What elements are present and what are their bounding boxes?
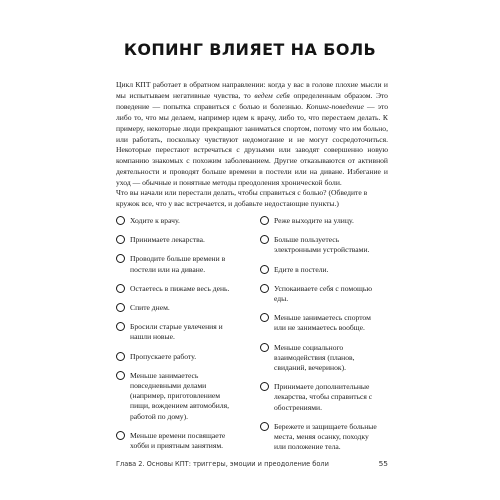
circle-icon[interactable] [116,284,125,293]
exercise-question: Что вы начали или перестали делать, чтобы справиться с болью? (Обведите в кружок все, что у вас встречается, и добавьте недостающие пункты.) [116,188,368,208]
circle-icon[interactable] [260,284,269,293]
paragraph-text-2: определенным образом. Это поведение — попытка справиться с болью и болезнью. [116,90,388,111]
page-number: 55 [378,459,388,468]
paragraph-italic-1: ведем себя [254,90,290,100]
option-label: Остаетесь в пижаме весь день. [130,283,230,293]
circle-icon[interactable] [116,235,125,244]
option-label: Меньше социального взаимодействия (планов, свиданий, вечеринок). [274,342,355,373]
circle-icon[interactable] [260,313,269,322]
option-item[interactable] [260,313,382,333]
circle-icon[interactable] [260,216,269,225]
option-item[interactable] [260,216,382,226]
option-label: Проводите больше времени в постели или на диване. [130,254,226,274]
circle-icon[interactable] [116,322,125,331]
option-label: Бережете и защищаете больные места, меняя осанку, походку или положение тела. [274,421,377,452]
option-label: Успокаиваете себя с помощью еды. [274,283,372,304]
circle-icon[interactable] [116,431,125,440]
option-label: Меньше занимаетесь спортом или не занимаетесь вообще. [274,313,371,333]
chapter-footer: Глава 2. Основы КПТ: триггеры, эмоции и преодоление боли [116,460,329,468]
option-label: Едите в постели. [274,264,329,274]
option-label: Принимаете лекарства. [130,235,205,245]
option-label: Пропускаете работу. [130,351,197,361]
intro-paragraph [116,80,388,189]
option-item[interactable] [260,382,382,413]
option-item[interactable] [260,422,382,453]
option-item[interactable] [116,303,238,313]
circle-icon[interactable] [116,303,125,312]
option-label: Реже выходите на улицу. [274,216,354,225]
paragraph-text-3: — это либо то, что мы делаем, например идем к врачу, либо то, что перестаем делать. К примеру, некоторые люди прекращают заниматься спортом, потому что им больно, или работать, поскольку чувствуют недомогание и не могут сосредоточиться. Некоторые перестают встречаться с друзьями или заводят совершенно новую компанию знакомых с похожим заболеванием. Другие отказываются от активной деятельности и проводят больше времени в постели или на диване. Избегание и уход — обычные и понятные методы преодоления хронической боли. [116,101,389,188]
option-item[interactable] [116,322,238,342]
option-item[interactable] [260,343,382,374]
circle-icon[interactable] [260,422,269,431]
option-item[interactable] [116,371,238,422]
option-label: Меньше занимаетесь повседневными делами (например, приготовлением пищи, вождением автомобиля, работой по дому). [130,370,230,421]
option-item[interactable] [260,265,382,275]
option-item[interactable] [116,352,238,362]
left-options-column [116,216,238,451]
option-item[interactable] [116,431,238,451]
paragraph-text-1: Цикл КПТ работает в обратном направлении: когда у вас в голове плохие мысли и мы испытываем негативные чувства, то [116,80,388,100]
option-item[interactable] [116,216,238,226]
circle-icon[interactable] [260,382,269,391]
option-label: Принимаете дополнительные лекарства, чтобы справиться с обострениями. [274,382,373,412]
circle-icon[interactable] [116,216,125,225]
circle-icon[interactable] [260,343,269,352]
circle-icon[interactable] [260,265,269,274]
option-item[interactable] [116,235,238,245]
option-label: Больше пользуетесь электронными устройствами. [274,235,370,255]
circle-icon[interactable] [116,371,125,380]
circle-icon[interactable] [116,352,125,361]
option-label: Ходите к врачу. [130,216,180,225]
option-label: Бросили старые увлечения и нашли новые. [130,322,223,342]
paragraph-italic-2: Копинг-поведение [306,101,364,111]
option-item[interactable] [260,235,382,255]
option-item[interactable] [116,254,238,274]
option-label: Меньше времени посвящаете хобби и приятным занятиям. [130,430,226,451]
option-item[interactable] [116,284,238,294]
circle-icon[interactable] [116,254,125,263]
page-title: КОПИНГ ВЛИЯЕТ НА БОЛЬ [123,40,377,59]
option-item[interactable] [260,284,382,304]
option-label: Спите днем. [130,303,170,313]
circle-icon[interactable] [260,235,269,244]
right-options-column [260,216,382,452]
